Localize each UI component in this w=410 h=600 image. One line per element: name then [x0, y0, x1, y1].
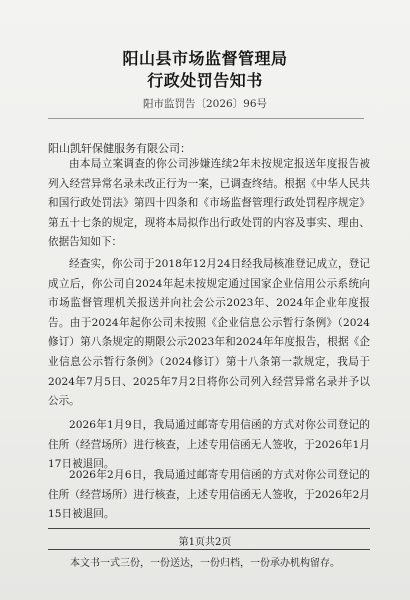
addressee: 阳山凯轩保健服务有限公司：: [48, 142, 191, 155]
agency-title: 阳山县市场监督管理局: [122, 49, 288, 68]
paragraph-intro: 由本局立案调查的你公司涉嫌连续2年未按规定报送年度报告被列入经营异常名录未改正行为一案，已调查终结。根据《中华人民共和国行政处罚法》第四十四条和《市场监督管理行政处罚程序规定》第五十七条的规定，现将本局拟作出行政处罚的内容及事实、理由、依据告知如下：: [48, 158, 370, 249]
paragraph-check-feb: 2026年2月6日，我局通过邮寄专用信函的方式对你公司登记的住所（经营场所）进行核查，上述专用信函无人签收，于2026年2月15日被退回。: [48, 469, 370, 521]
footer-rule-bottom: [48, 549, 370, 550]
document-number: 阳市监罚告〔2026〕96号: [142, 98, 268, 110]
footer-rule-top: [48, 528, 370, 529]
paragraph-check-jan: 2026年1月9日，我局通过邮寄专用信函的方式对你公司登记的住所（经营场所）进行核查，上述专用信函无人签收，于2026年1月17日被退回。: [48, 419, 370, 471]
header-divider: [48, 118, 364, 119]
page-number: 第1页共2页: [178, 537, 232, 548]
document-title: 行政处罚告知书: [147, 71, 263, 90]
paragraph-facts: 经查实，你公司于2018年12月24日经我局核准登记成立，登记成立后，你公司自2024年起未按规定通过国家企业信用公示系统向市场监督管理机关报送并向社会公示2023年、2024年企业年度报告。由于2024年起你公司未按照《企业信息公示暂行条例》（2024修订）第八条规定的期限公示2023年和2024年年度报告，根据《企业信息公示暂行条例》（2024修订）第十八条第一款规定，我局于2024年7月5日、2025年7月2日将你公司列入经营异常名录并予以公示。: [48, 258, 370, 408]
copies-note: 本文书一式三份，一份送达，一份归档，一份承办机构留存。: [70, 558, 340, 569]
